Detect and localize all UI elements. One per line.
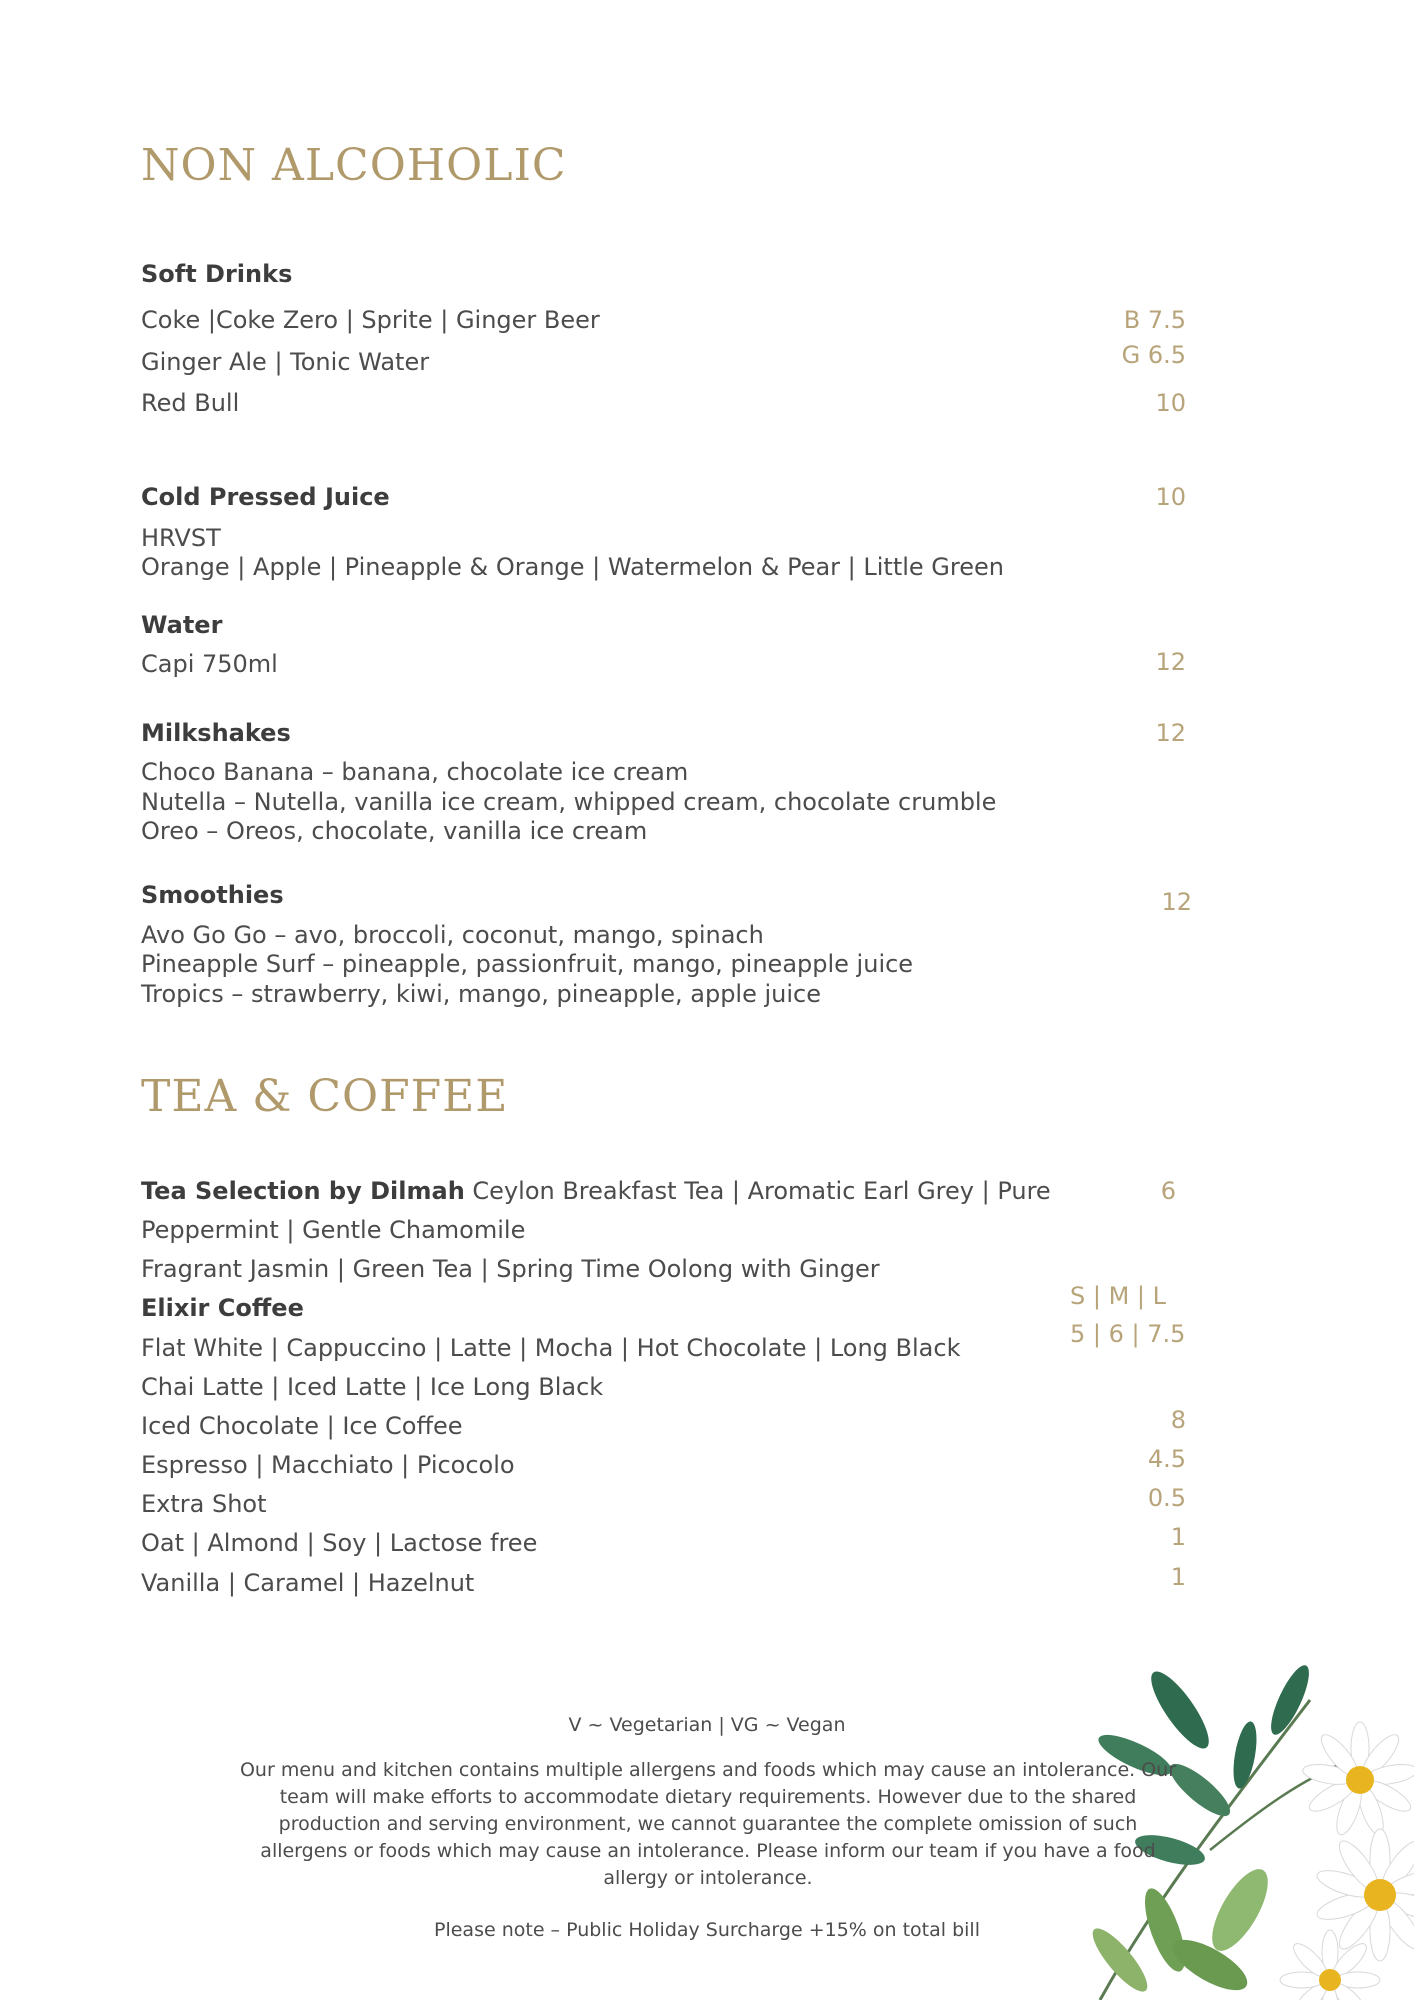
milkshake-item: Oreo – Oreos, chocolate, vanilla ice cream [141, 817, 648, 845]
coffee-row: Oat | Almond | Soy | Lactose free [141, 1529, 538, 1557]
smoothie-item: Avo Go Go – avo, broccoli, coconut, mango, spinach [141, 921, 764, 949]
smoothies-price: 12 [1161, 888, 1192, 916]
soft-drinks-line-3: Red Bull [141, 389, 240, 417]
water-heading: Water [141, 611, 223, 639]
soft-drinks-price-bottle: B 7.5 [1123, 306, 1186, 334]
allergen-notice: Our menu and kitchen contains multiple allergens and foods which may cause an intolerance. Our team will make efforts to accommodate dietary requirements. However due to the shared production and serving environment, we cannot guarantee the complete omission of such allergens or foods which may cause an intolerance. Please inform our team if you have a food allergy or intolerance. [239, 1759, 1177, 1889]
tea-varieties-1: Ceylon Breakfast Tea | Aromatic Earl Grey | Pure [472, 1177, 1051, 1205]
tea-varieties-2: Peppermint | Gentle Chamomile [141, 1216, 526, 1244]
juice-brand: HRVST [141, 524, 221, 552]
milkshake-item: Nutella – Nutella, vanilla ice cream, whipped cream, chocolate crumble [141, 788, 997, 816]
coffee-row: Vanilla | Caramel | Hazelnut [141, 1569, 475, 1597]
red-bull-price: 10 [1155, 389, 1186, 417]
juice-heading: Cold Pressed Juice [141, 483, 390, 511]
smoothies-heading: Smoothies [141, 881, 284, 909]
coffee-row: Iced Chocolate | Ice Coffee [141, 1412, 463, 1440]
soft-drinks-line-2: Ginger Ale | Tonic Water [141, 348, 430, 376]
juice-price: 10 [1155, 483, 1186, 511]
dietary-legend: V ~ Vegetarian | VG ~ Vegan [568, 1714, 846, 1736]
coffee-row-price: 1 [1170, 1523, 1186, 1551]
coffee-size-prices: 5 | 6 | 7.5 [1070, 1320, 1186, 1348]
section-title-tea-coffee: TEA & COFFEE [141, 1071, 509, 1122]
surcharge-note: Please note – Public Holiday Surcharge +15% on total bill [434, 1919, 980, 1941]
milkshakes-heading: Milkshakes [141, 719, 291, 747]
coffee-row: Extra Shot [141, 1490, 267, 1518]
soft-drinks-price-glass: G 6.5 [1121, 341, 1186, 369]
coffee-row: Espresso | Macchiato | Picocolo [141, 1451, 515, 1479]
water-price: 12 [1155, 648, 1186, 676]
coffee-row-price: 0.5 [1147, 1484, 1186, 1512]
coffee-row: Chai Latte | Iced Latte | Ice Long Black [141, 1373, 604, 1401]
coffee-row-price: 8 [1170, 1406, 1186, 1434]
tea-line-1 [141, 1177, 1051, 1205]
water-item: Capi 750ml [141, 650, 278, 678]
tea-varieties-3: Fragrant Jasmin | Green Tea | Spring Time Oolong with Ginger [141, 1255, 880, 1283]
milkshakes-price: 12 [1155, 719, 1186, 747]
coffee-row-price: 4.5 [1147, 1445, 1186, 1473]
smoothie-item: Tropics – strawberry, kiwi, mango, pineapple, apple juice [141, 980, 821, 1008]
milkshake-item: Choco Banana – banana, chocolate ice cream [141, 758, 689, 786]
tea-heading: Tea Selection by Dilmah [141, 1177, 465, 1205]
coffee-row-price: 1 [1170, 1563, 1186, 1591]
soft-drinks-heading: Soft Drinks [141, 260, 293, 288]
tea-price: 6 [1160, 1177, 1176, 1205]
juice-flavours: Orange | Apple | Pineapple & Orange | Watermelon & Pear | Little Green [141, 553, 1004, 581]
smoothie-item: Pineapple Surf – pineapple, passionfruit, mango, pineapple juice [141, 950, 914, 978]
soft-drinks-line-1: Coke |Coke Zero | Sprite | Ginger Beer [141, 306, 600, 334]
coffee-row: Flat White | Cappuccino | Latte | Mocha | Hot Chocolate | Long Black [141, 1334, 961, 1362]
section-title-non-alcoholic: NON ALCOHOLIC [141, 140, 567, 191]
coffee-heading: Elixir Coffee [141, 1294, 304, 1322]
coffee-sizes: S | M | L [1070, 1282, 1166, 1310]
